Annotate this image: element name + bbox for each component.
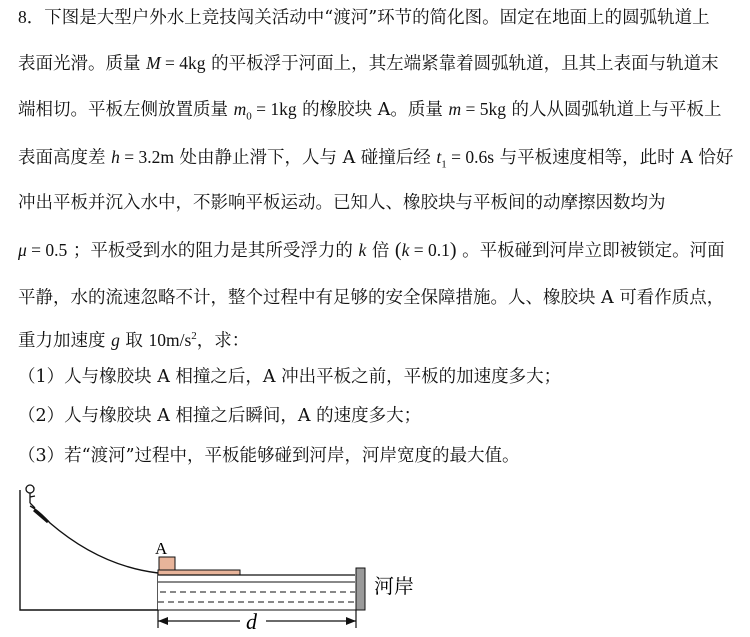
circular-arc-track [20, 490, 158, 610]
line-3: 端相切。平板左侧放置质量 $m_0 = 1kg$ 的橡胶块 A。质量 m = 5kg 的人从圆弧轨道上与平板上 [18, 99, 722, 123]
question-3: （3）若“渡河”过程中，平板能够碰到河岸，河岸宽度的最大值。 [18, 446, 520, 466]
dimension-arrow-left-icon [158, 617, 168, 625]
river-bank-label: 河岸 [374, 574, 414, 598]
width-label-d: d [246, 609, 257, 634]
line-6: μ = 0.5 ；平板受到水的阻力是其所受浮力的 k 倍 (k = 0.1) 。平板碰到河岸立即被锁定。河面 [18, 239, 725, 261]
river-water [158, 573, 356, 610]
river-crossing-diagram [10, 478, 430, 635]
person-slide-mark [34, 510, 48, 522]
line-8: 重力加速度 g 取 $10m/s^2$，求： [18, 330, 250, 351]
line-5: 冲出平板并沉入水中，不影响平板运动。已知人、橡胶块与平板间的动摩擦因数均为 [18, 193, 666, 213]
block-a-label: A [155, 539, 168, 558]
question-1: （1）人与橡胶块 A 相撞之后，A 冲出平板之前，平板的加速度多大； [18, 367, 562, 387]
river-bank [356, 568, 365, 610]
rubber-block-a [159, 557, 175, 570]
line-7: 平静，水的流速忽略不计，整个过程中有足够的安全保障措施。人、橡胶块 A 可看作质点， [18, 288, 725, 308]
floating-plank [158, 570, 240, 575]
dimension-arrow-right-icon [346, 617, 356, 625]
person-icon [26, 485, 35, 508]
line-2: 表面光滑。质量 M = 4kg 的平板浮于河面上，其左端紧靠着圆弧轨道，且其上表面与轨道末 [18, 53, 719, 74]
line-1: 8．下图是大型户外水上竞技闯关活动中“渡河”环节的简化图。固定在地面上的圆弧轨道上 [18, 7, 710, 28]
line-4: 表面高度差 h = 3.2m 处由静止滑下，人与 A 碰撞后经 $t_1 = 0.6s$ 与平板速度相等，此时 A 恰好 [18, 147, 734, 171]
question-2: （2）人与橡胶块 A 相撞之后瞬间，A 的速度多大； [18, 406, 422, 426]
